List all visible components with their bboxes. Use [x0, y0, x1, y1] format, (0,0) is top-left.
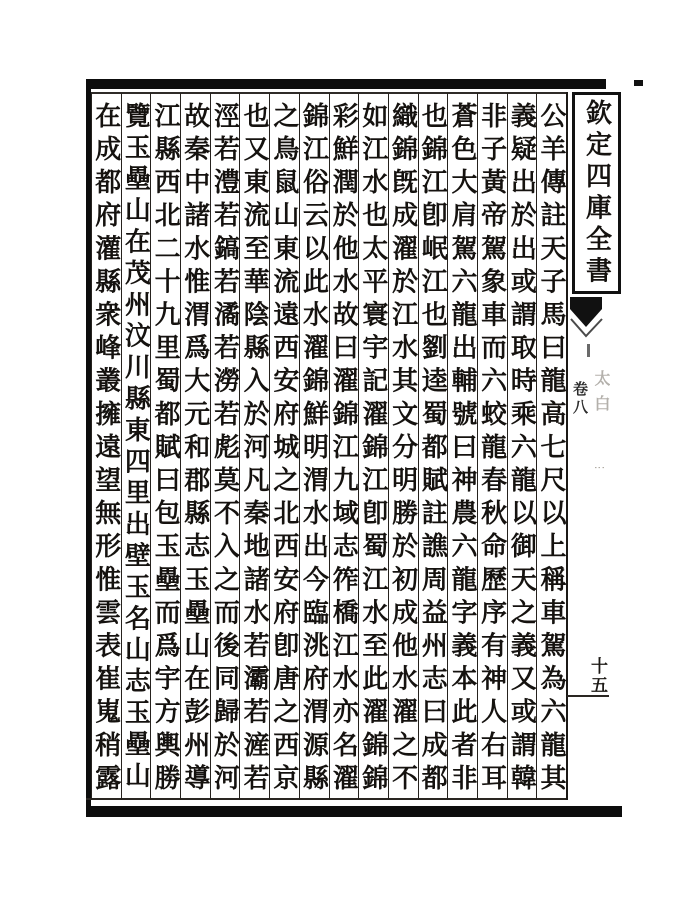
fishtail-icon — [570, 297, 604, 339]
spine-faint-marks: ⋮ — [593, 462, 605, 477]
text-column: 故秦中諸水惟渭爲大元和郡縣志玉壘山在彭州導 — [180, 93, 210, 800]
text-column: 義疑出於出或謂取時乘六龍以御天之義又或謂韓 — [507, 93, 537, 800]
text-column: 蒼色大肩駕六龍出輔號曰神農六龍字義本此者非 — [447, 93, 477, 800]
text-column: 如江水也太平寰宇記濯錦江卽蜀江水至此濯錦錦 — [358, 93, 388, 800]
text-column: 錦江俗云以此水濯錦鮮明渭水出今臨洮府渭源縣 — [299, 93, 329, 800]
spine-tick-mark — [587, 344, 590, 357]
text-column: 也又東流至華陰縣入於河凡秦地諸水若灞若滻若 — [239, 93, 269, 800]
text-column: 織錦旣成濯於江水其文分明勝於初成他水濯之不 — [388, 93, 418, 800]
text-column: 在成都府灌縣衆峰叢擁遠望無形惟雲表崔嵬稍露 — [91, 93, 121, 800]
spine-bottom-rule — [567, 695, 609, 697]
text-column: 公羊傳註天子馬曰龍高七尺以上稱車駕為六龍其 — [536, 93, 566, 800]
scan-artifact — [634, 80, 643, 86]
spine-faint-title: 太白 — [592, 370, 609, 420]
series-title: 欽定四庫全書 — [582, 98, 612, 288]
text-body — [91, 93, 566, 800]
text-column: 涇若澧若鎬若潏若澇若彪莫不入之而後同歸於河 — [210, 93, 240, 800]
text-column: 也錦江卽岷江也劉逵蜀都賦註譙周益州志曰成都 — [418, 93, 448, 800]
frame-top-bar — [86, 79, 606, 89]
text-column: 非子黃帝駕象車而六蛟龍春秋命歷序有神人右耳 — [477, 93, 507, 800]
volume-label: 卷八 — [571, 381, 587, 417]
text-column: 江縣西北二十九里蜀都賦曰包玉壘而爲宇方輿勝 — [150, 93, 180, 800]
series-title-box — [572, 92, 621, 294]
text-column: 之鳥鼠山東流遠西安府城之北西安府卽唐之西京 — [269, 93, 299, 800]
text-column: 覽玉壘山在茂州汶川縣東四里出壁玉名山志玉壘山 — [121, 93, 151, 800]
text-column: 彩鮮潤於他水故曰濯錦江九域志筰橋江水亦名濯 — [329, 93, 359, 800]
frame-bottom-bar — [86, 806, 622, 817]
spine-divider-line — [566, 92, 568, 800]
page-number: 十五 — [588, 657, 607, 695]
